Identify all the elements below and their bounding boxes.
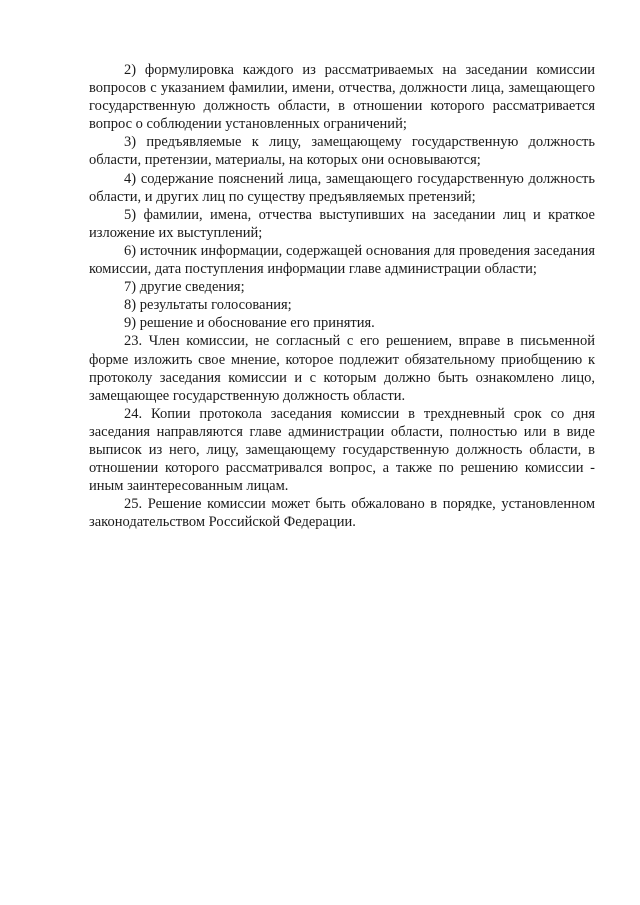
list-item-4-explanations: 4) содержание пояснений лица, замещающего государственную должность области, и других лиц по существу предъявляемых претензий;: [89, 170, 595, 205]
list-item-9-decision: 9) решение и обоснование его принятия.: [124, 315, 375, 332]
clause-25: 25. Решение комиссии может быть обжаловано в порядке, установленном законодательством Российской Федерации.: [89, 496, 595, 531]
list-item-5-speakers: 5) фамилии, имена, отчества выступивших на заседании лиц и краткое изложение их выступлений;: [89, 206, 595, 241]
document-body: [89, 61, 595, 531]
list-item-2-wording: 2) формулировка каждого из рассматриваемых на заседании комиссии вопросов с указанием фамилии, имени, отчества, должности лица, замещающего государственную должность области, в отношении которого рассматривается вопрос о соблюдении установленных ограничений;: [89, 62, 595, 133]
list-item-8-voting: 8) результаты голосования;: [124, 297, 292, 314]
list-item-7-other: 7) другие сведения;: [124, 279, 245, 296]
list-item-6-source: 6) источник информации, содержащей основания для проведения заседания комиссии, дата поступления информации главе администрации области;: [89, 242, 595, 278]
clause-24: 24. Копии протокола заседания комиссии в трехдневный срок со дня заседания направляются главе администрации области, полностью или в виде выписок из него, лицу, замещающему государственную должность области, в отношении которого рассматривался вопрос, а также по решению комиссии - иным заинтересованным лицам.: [89, 405, 595, 495]
clause-23: 23. Член комиссии, не согласный с его решением, вправе в письменной форме изложить свое мнение, которое подлежит обязательному приобщению к протоколу заседания комиссии и с которым должно быть ознакомлено лицо, замещающее государственную должность области.: [89, 333, 595, 404]
list-item-3-claims: 3) предъявляемые к лицу, замещающему государственную должность области, претензии, материалы, на которых они основываются;: [89, 134, 595, 169]
